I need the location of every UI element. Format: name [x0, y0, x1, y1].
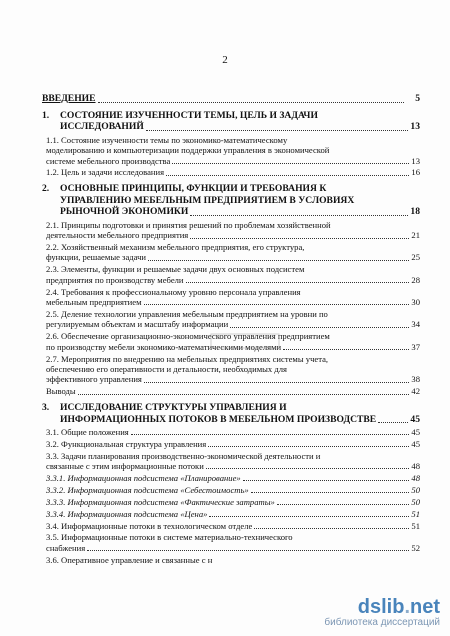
- toc-item-line: [46, 555, 420, 565]
- page-number: 2: [222, 54, 228, 66]
- toc-item-line: [46, 156, 420, 166]
- toc-intro[interactable]: [42, 93, 420, 105]
- toc-item-text: 3.1. Общие положения: [46, 426, 129, 437]
- toc-section-title: РЫНОЧНОЙ ЭКОНОМИКИ: [60, 206, 189, 218]
- toc-item-line: [46, 509, 420, 519]
- dot-leader: [131, 434, 410, 435]
- toc-item-page: 42: [411, 386, 420, 397]
- toc-item-page: 28: [411, 274, 420, 285]
- toc-item-line: [46, 439, 420, 449]
- toc-item[interactable]: [42, 167, 420, 177]
- dot-leader: [283, 349, 409, 350]
- toc-item-text: 3.4. Информационные потоки в технологическом отделе: [46, 520, 253, 531]
- toc-item-line: [46, 521, 420, 531]
- toc-section-line: [42, 183, 420, 195]
- toc-section-title: ИНФОРМАЦИОННЫХ ПОТОКОВ В МЕБЕЛЬНОМ ПРОИЗВОДСТВЕ: [60, 413, 377, 425]
- toc-item-line: [46, 309, 420, 319]
- dot-leader: [209, 516, 409, 517]
- dot-leader: [186, 282, 410, 283]
- toc-item-page: 21: [411, 230, 420, 241]
- toc-item-text: 2.5. Деление технологии управления мебельным предприятием на уровни по: [46, 308, 328, 319]
- toc-item[interactable]: [42, 509, 420, 519]
- toc-item-page: 37: [411, 341, 420, 352]
- toc-section-2[interactable]: [42, 183, 420, 218]
- toc-item[interactable]: [42, 386, 420, 396]
- toc-item-text: 2.4. Требования к профессиональному уровню персонала управления: [46, 286, 301, 297]
- toc-item-line: [46, 451, 420, 461]
- toc-intro-label: ВВЕДЕНИЕ: [42, 93, 96, 104]
- dot-leader: [254, 528, 409, 529]
- toc-item-line: [46, 497, 420, 507]
- toc-section-line: [42, 110, 420, 122]
- toc-intro-page: 5: [415, 93, 420, 104]
- toc-item-text: снабжения: [46, 542, 86, 553]
- toc-item-line: [46, 485, 420, 495]
- toc-item[interactable]: [42, 532, 420, 553]
- toc-section-title: ОСНОВНЫЕ ПРИНЦИПЫ, ФУНКЦИИ И ТРЕБОВАНИЯ К: [60, 182, 327, 194]
- table-of-contents: [42, 93, 420, 565]
- dot-leader: [144, 304, 410, 305]
- toc-item-page: 34: [411, 319, 420, 330]
- toc-section-title: УПРАВЛЕНИЮ МЕБЕЛЬНЫМ ПРЕДПРИЯТИЕМ В УСЛОВИЯХ: [60, 194, 355, 206]
- toc-section-title: ИССЛЕДОВАНИЕ СТРУКТУРЫ УПРАВЛЕНИЯ И: [60, 401, 287, 413]
- toc-item-line: [46, 354, 420, 364]
- toc-item-line: [46, 252, 420, 262]
- dot-leader: [190, 215, 408, 216]
- toc-item-line: [46, 220, 420, 230]
- dot-leader: [172, 163, 409, 164]
- toc-item-text: 3.3.4. Информационная подсистема «Цена»: [46, 508, 208, 519]
- dot-leader: [230, 327, 409, 328]
- toc-item-text: 2.7. Мероприятия по внедрению на мебельных предприятиях системы учета,: [46, 353, 329, 364]
- toc-item-page: 50: [411, 496, 420, 507]
- toc-item-page: 48: [411, 472, 420, 483]
- toc-section-page: 13: [410, 121, 420, 133]
- toc-item-line: [46, 319, 420, 329]
- toc-item-text: связанные с этим информационные потоки: [46, 461, 204, 472]
- toc-item-line: [46, 297, 420, 307]
- toc-section-3[interactable]: [42, 402, 420, 426]
- toc-item-line: [46, 242, 420, 252]
- toc-item[interactable]: [42, 451, 420, 472]
- toc-item-line: [46, 275, 420, 285]
- dot-leader: [378, 422, 408, 423]
- toc-item-line: [46, 532, 420, 542]
- dot-leader: [98, 102, 404, 103]
- toc-section-1[interactable]: [42, 110, 420, 134]
- toc-item-text: 2.1. Принципы подготовки и принятия решений по проблемам хозяйственной: [46, 219, 331, 230]
- dot-leader: [146, 130, 409, 131]
- toc-item-page: 30: [411, 297, 420, 308]
- toc-item[interactable]: [42, 242, 420, 263]
- dot-leader: [78, 394, 410, 395]
- dot-leader: [251, 492, 410, 493]
- toc-item-line: [46, 461, 420, 471]
- toc-item-text: 3.3. Задачи планирования производственно-экономической деятельности и: [46, 450, 321, 461]
- toc-section-page: 18: [410, 206, 420, 218]
- toc-item-page: 48: [411, 461, 420, 472]
- toc-item-text: 3.6. Оперативное управление и связанные с н: [46, 554, 213, 565]
- toc-item-text: по производству мебели экономико-математическими моделями: [46, 341, 282, 352]
- toc-item[interactable]: [42, 427, 420, 437]
- toc-section-number: 2.: [42, 182, 50, 194]
- toc-item-text: деятельности мебельного предприятия: [46, 230, 189, 241]
- toc-item-page: 45: [411, 438, 420, 449]
- toc-item-line: [46, 167, 420, 177]
- toc-section-line: [42, 195, 420, 207]
- toc-section-line: [42, 206, 420, 218]
- toc-item[interactable]: [42, 354, 420, 385]
- toc-item-line: [46, 364, 420, 374]
- toc-section-line: [42, 402, 420, 414]
- toc-item[interactable]: [42, 439, 420, 449]
- dot-leader: [208, 446, 409, 447]
- toc-item-text: 3.2. Функциональная структура управления: [46, 438, 207, 449]
- toc-item-text: 1.2. Цель и задачи исследования: [46, 167, 165, 178]
- toc-item-text: мебельным предприятием: [46, 297, 142, 308]
- toc-item[interactable]: [42, 287, 420, 308]
- toc-item[interactable]: [42, 309, 420, 330]
- toc-item-page: 45: [411, 426, 420, 437]
- toc-item-page: 25: [411, 252, 420, 263]
- toc-item-page: 38: [411, 374, 420, 385]
- watermark: [324, 596, 440, 628]
- toc-item[interactable]: [42, 521, 420, 531]
- toc-section-title: СОСТОЯНИЕ ИЗУЧЕННОСТИ ТЕМЫ, ЦЕЛЬ И ЗАДАЧИ: [60, 109, 318, 121]
- dot-leader: [87, 550, 409, 551]
- toc-item-text: 2.3. Элементы, функции и решаемые задачи двух основных подсистем: [46, 264, 305, 275]
- toc-item[interactable]: [42, 497, 420, 507]
- toc-item[interactable]: [42, 264, 420, 285]
- toc-item[interactable]: [42, 220, 420, 241]
- toc-item-text: 3.3.3. Информационная подсистема «Фактические затраты»: [46, 496, 275, 507]
- toc-item-line: [46, 145, 420, 155]
- toc-item[interactable]: [42, 473, 420, 483]
- toc-item-line: [46, 374, 420, 384]
- toc-item-text: 2.6. Обеспечение организационно-экономического управления предприятием: [46, 331, 330, 342]
- toc-item-page: 13: [411, 155, 420, 166]
- toc-item-text: системе мебельного производства: [46, 155, 171, 166]
- dot-leader: [243, 480, 410, 481]
- watermark-logo: dslib.net: [357, 596, 440, 618]
- toc-item[interactable]: [42, 135, 420, 166]
- toc-section-line: [42, 121, 420, 133]
- watermark-subtitle: библиотека диссертаций: [324, 617, 440, 628]
- toc-item[interactable]: [42, 485, 420, 495]
- dot-leader: [190, 238, 409, 239]
- toc-section-line: [42, 414, 420, 426]
- toc-item-page: 51: [411, 520, 420, 531]
- toc-item-line: [46, 386, 420, 396]
- toc-item-text: Выводы: [46, 386, 76, 397]
- faint-stamp: [210, 333, 280, 351]
- toc-item-line: [46, 427, 420, 437]
- toc-item-line: [46, 135, 420, 145]
- toc-item-text: 3.5. Информационные потоки в системе материально-технического: [46, 532, 293, 543]
- toc-item-text: предприятия по производству мебели: [46, 274, 184, 285]
- toc-section-number: 3.: [42, 401, 50, 413]
- toc-item-text: обеспечению его оперативности и детальности, необходимых для: [46, 363, 287, 374]
- dot-leader: [277, 504, 410, 505]
- toc-item-page: 50: [411, 484, 420, 495]
- toc-item-line: [46, 264, 420, 274]
- toc-item-line: [46, 543, 420, 553]
- dot-leader: [144, 382, 410, 383]
- toc-section-title: ИССЛЕДОВАНИЙ: [60, 121, 144, 133]
- toc-item-text: 3.3.2. Информационная подсистема «Себестоимость»: [46, 484, 249, 495]
- toc-item-text: 1.1. Состояние изученности темы по экономико-математическому: [46, 134, 288, 145]
- toc-item-page: 51: [411, 508, 420, 519]
- toc-item-line: [46, 287, 420, 297]
- dot-leader: [166, 175, 409, 176]
- toc-section-number: 1.: [42, 109, 50, 121]
- toc-section-page: 45: [410, 413, 420, 425]
- toc-item-line: [46, 230, 420, 240]
- dot-leader: [148, 260, 409, 261]
- toc-item-text: моделированию и компьютеризации поддержки управления в экономической: [46, 145, 330, 156]
- toc-item-page: 52: [411, 542, 420, 553]
- toc-item-text: функции, решаемые задачи: [46, 252, 147, 263]
- toc-item[interactable]: [42, 555, 420, 565]
- dot-leader: [206, 468, 410, 469]
- toc-item-text: эффективного управления: [46, 374, 142, 385]
- toc-item-line: [46, 473, 420, 483]
- toc-item-page: 16: [411, 167, 420, 178]
- toc-item-text: 3.3.1. Информационная подсистема «Планирование»: [46, 472, 241, 483]
- toc-item-text: 2.2. Хозяйственный механизм мебельного предприятия, его структура,: [46, 242, 305, 253]
- toc-item-text: регулируемым объектам и масштабу информации: [46, 319, 229, 330]
